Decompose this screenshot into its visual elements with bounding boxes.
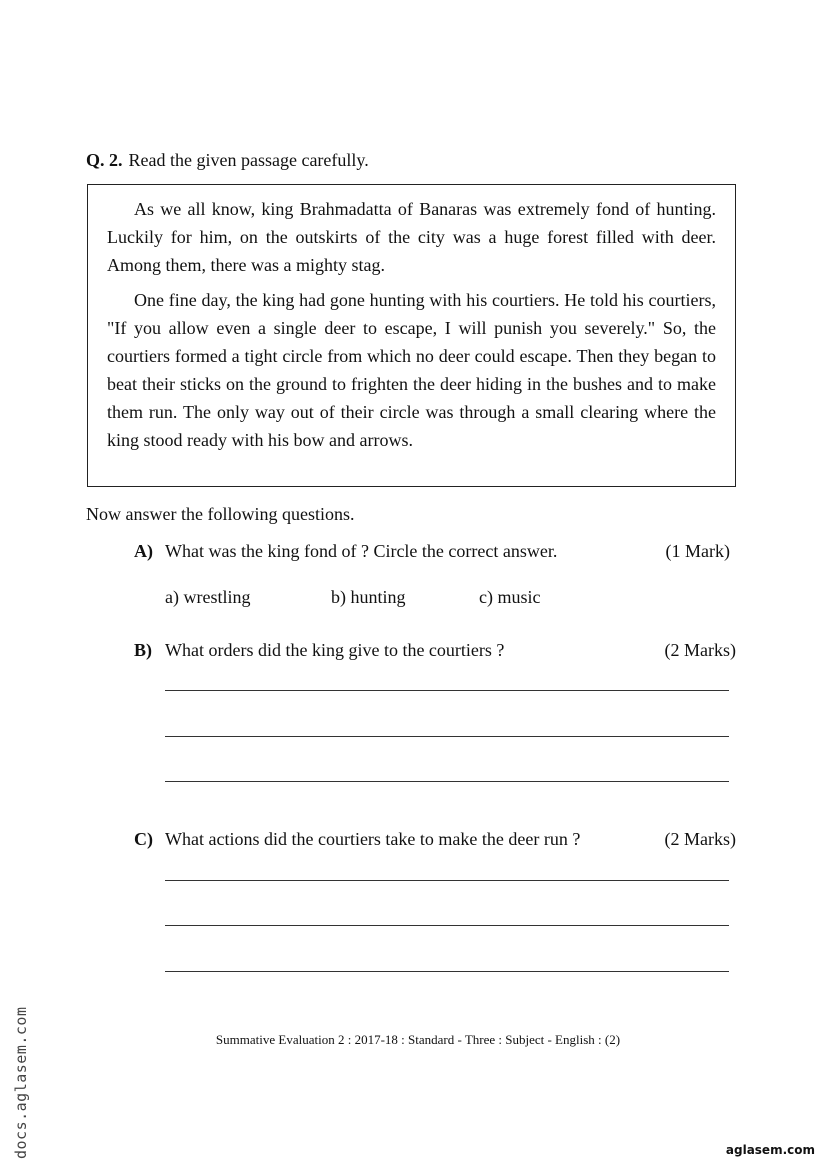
option-hunting[interactable]: b) hunting [331, 587, 406, 607]
answer-line[interactable] [165, 736, 729, 737]
brand-logo-text: aglasem.com [725, 1143, 815, 1157]
question-number: Q. 2. [86, 150, 123, 170]
sub-question-c [134, 828, 736, 850]
answer-line[interactable] [165, 690, 729, 691]
sub-question-b [134, 639, 736, 661]
marks-label: (2 Marks) [664, 829, 736, 849]
question-heading [86, 149, 369, 171]
sub-question-label: A) [134, 541, 153, 561]
sub-question-text: What actions did the courtiers take to make the deer run ? [165, 829, 581, 849]
answer-line[interactable] [165, 880, 729, 881]
sub-question-label: B) [134, 640, 152, 660]
answer-instruction: Now answer the following questions. [86, 504, 355, 524]
watermark: docs.aglasem.com [12, 1006, 30, 1159]
option-music[interactable]: c) music [479, 587, 541, 607]
option-wrestling[interactable]: a) wrestling [165, 587, 251, 607]
sub-question-label: C) [134, 829, 153, 849]
passage-paragraph-2: One fine day, the king had gone hunting with his courtiers. He told his courtiers, "If you allow even a single deer to escape, I will punish you severely." So, the courtiers formed a tight circle from which no deer could escape. Then they began to beat their sticks on the ground to frighten the deer hiding in the bushes and to make them run. The only way out of their circle was through a small clearing where the king stood ready with his bow and arrows. [107, 290, 716, 450]
page-footer: Summative Evaluation 2 : 2017-18 : Standard - Three : Subject - English : (2) [215, 1032, 621, 1047]
sub-question-a [134, 540, 736, 562]
answer-line[interactable] [165, 971, 729, 972]
sub-question-text: What orders did the king give to the courtiers ? [165, 640, 505, 660]
marks-label: (1 Mark) [665, 541, 730, 561]
marks-label: (2 Marks) [664, 640, 736, 660]
question-instruction: Read the given passage carefully. [128, 150, 369, 170]
answer-line[interactable] [165, 781, 729, 782]
passage-box [87, 184, 736, 487]
sub-question-text: What was the king fond of ? Circle the correct answer. [165, 541, 558, 561]
answer-line[interactable] [165, 925, 729, 926]
passage-paragraph-1: As we all know, king Brahmadatta of Banaras was extremely fond of hunting. Luckily for him, on the outskirts of the city was a huge forest filled with deer. Among them, there was a mighty stag. [107, 199, 716, 275]
